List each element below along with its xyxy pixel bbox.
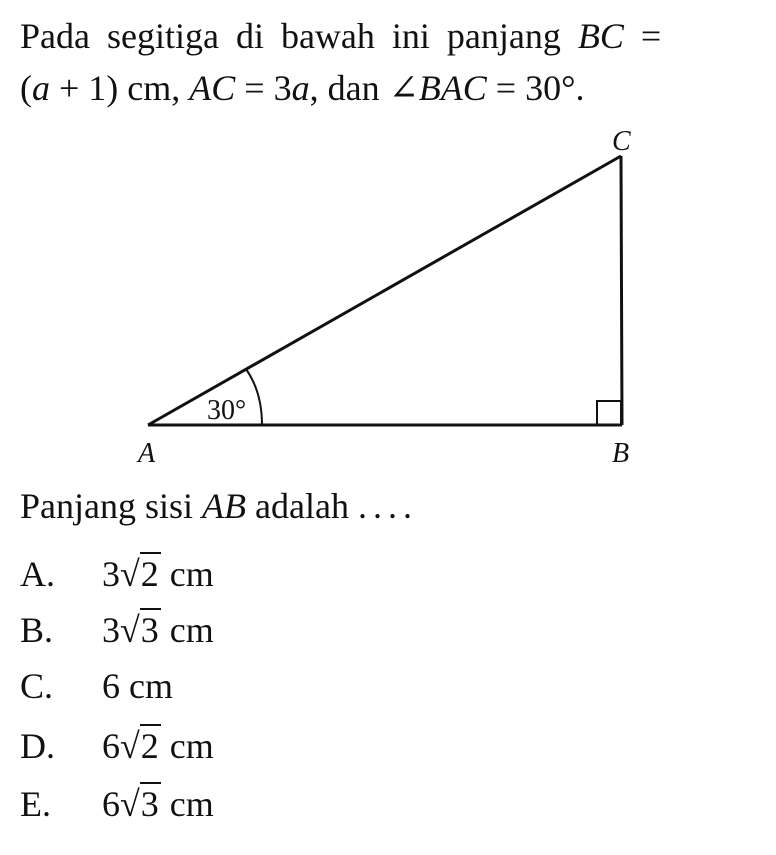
option-unit: cm xyxy=(169,610,214,650)
option-unit: cm xyxy=(129,666,173,706)
radicand: 3 xyxy=(140,610,159,650)
radicand: 2 xyxy=(140,726,159,766)
option-unit: cm xyxy=(169,554,214,594)
option-coef: 3 xyxy=(102,554,120,594)
option-e[interactable] xyxy=(20,782,214,826)
option-label: A. xyxy=(20,554,55,594)
vertex-a: A xyxy=(138,438,156,469)
var-bc: BC xyxy=(577,16,624,56)
sqrt-icon: √2 xyxy=(120,554,159,594)
plus-one: + 1) xyxy=(50,68,119,108)
ac-equals: = 3 xyxy=(235,68,292,108)
var-bac: BAC xyxy=(418,68,487,108)
option-b[interactable] xyxy=(20,608,214,652)
option-unit: cm xyxy=(169,726,214,766)
option-coef: 6 xyxy=(102,726,120,766)
sqrt-icon: √3 xyxy=(120,610,159,650)
question-text: Pada segitiga di bawah ini panjang xyxy=(20,16,578,56)
angle-arc xyxy=(246,369,262,425)
paren: ( xyxy=(20,68,32,108)
var-ab: AB xyxy=(202,486,246,526)
option-coef: 6 xyxy=(102,666,120,706)
option-d[interactable] xyxy=(20,724,214,768)
var-a: a xyxy=(32,68,50,108)
var-a-2: a xyxy=(291,68,310,108)
prompt-prefix: Panjang sisi xyxy=(20,486,203,526)
side-ac xyxy=(148,156,621,425)
equals-sign: = xyxy=(623,16,662,56)
radicand: 2 xyxy=(140,554,159,594)
question-prompt xyxy=(20,484,418,528)
option-coef: 6 xyxy=(102,784,120,824)
prompt-suffix: adalah xyxy=(246,486,358,526)
angle-label: 30° xyxy=(207,395,247,426)
unit-cm: cm, xyxy=(118,68,190,108)
side-bc xyxy=(621,156,622,425)
ellipsis: .... xyxy=(357,486,418,526)
sqrt-icon: √2 xyxy=(120,726,159,766)
option-a[interactable] xyxy=(20,552,214,596)
option-unit: cm xyxy=(169,784,214,824)
option-coef: 3 xyxy=(102,610,120,650)
right-angle-marker xyxy=(597,401,621,425)
sqrt-icon: √3 xyxy=(120,784,159,824)
option-label: D. xyxy=(20,726,55,766)
dan-angle: , dan ∠ xyxy=(309,68,419,108)
vertex-b: B xyxy=(612,438,630,469)
option-label: E. xyxy=(20,784,51,824)
vertex-c: C xyxy=(612,126,631,157)
option-c[interactable] xyxy=(20,664,173,708)
angle-value: = 30°. xyxy=(486,68,585,108)
option-label: C. xyxy=(20,666,54,706)
option-label: B. xyxy=(20,610,54,650)
radicand: 3 xyxy=(140,784,159,824)
var-ac: AC xyxy=(189,68,236,108)
